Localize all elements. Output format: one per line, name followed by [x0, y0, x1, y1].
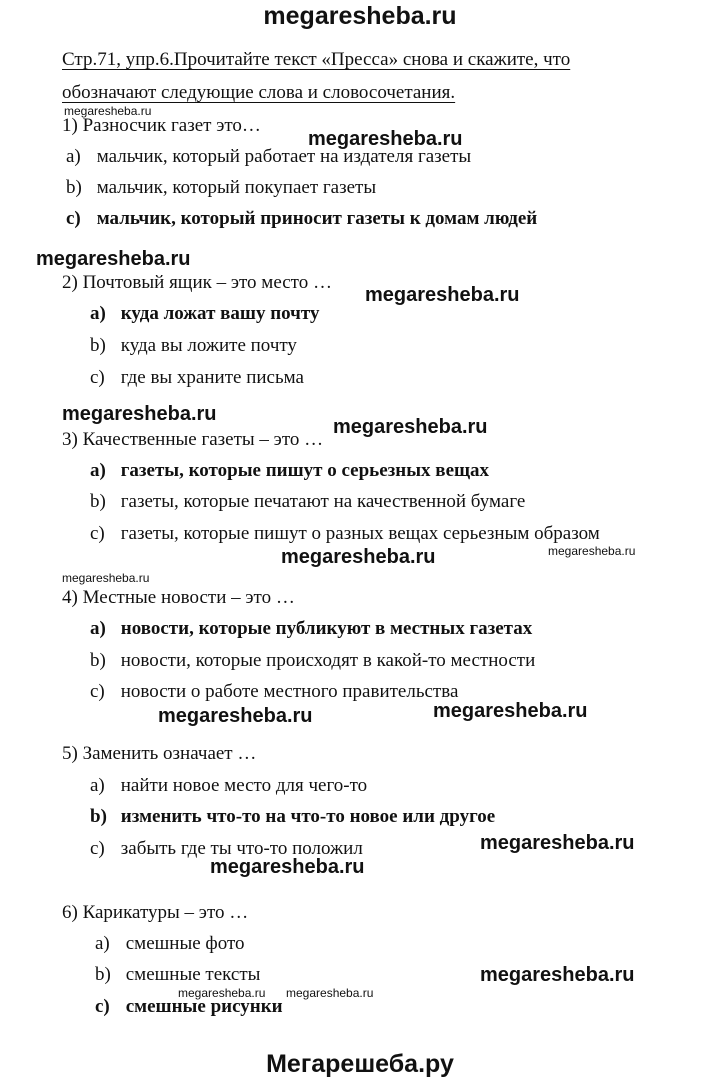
option-letter: b)	[90, 650, 106, 671]
option-text: смешные рисунки	[125, 996, 283, 1017]
option-letter: c)	[90, 838, 105, 859]
watermark: megaresheba.ru	[210, 856, 365, 878]
q4-option-c	[90, 681, 458, 703]
q3-option-c	[90, 523, 600, 545]
watermark: megaresheba.ru	[62, 403, 217, 425]
question-text: Карикатуры – это …	[82, 902, 249, 923]
watermark: megaresheba.ru	[365, 284, 520, 306]
q3-option-b	[90, 491, 525, 513]
option-letter: c)	[95, 996, 110, 1017]
option-letter: b)	[90, 335, 106, 356]
question-number: 2)	[62, 272, 78, 293]
option-letter: b)	[90, 806, 107, 827]
option-text: смешные фото	[125, 933, 245, 954]
option-text: где вы храните письма	[120, 367, 304, 388]
q4-option-b	[90, 650, 535, 672]
q3-option-a-correct	[90, 460, 489, 482]
option-text: газеты, которые печатают на качественной бумаге	[120, 491, 526, 512]
option-letter: a)	[90, 460, 106, 481]
q6-option-a	[95, 933, 245, 955]
q6-option-b	[95, 964, 260, 986]
watermark: megaresheba.ru	[308, 128, 463, 150]
option-text: газеты, которые пишут о серьезных вещах	[120, 460, 490, 481]
question-text: Разносчик газет это…	[82, 115, 261, 136]
question-text: Почтовый ящик – это место …	[82, 272, 332, 293]
q2-option-a-correct	[90, 303, 319, 325]
q2-option-c	[90, 367, 304, 389]
option-letter: c)	[90, 367, 105, 388]
watermark-small: megaresheba.ru	[286, 986, 374, 1000]
question-text: Заменить означает …	[82, 743, 257, 764]
option-letter: a)	[90, 775, 105, 796]
option-text: новости о работе местного правительства	[120, 681, 459, 702]
option-text: изменить что-то на что-то новое или другое	[120, 806, 496, 827]
q5-option-b-correct	[90, 806, 495, 828]
question-4	[62, 587, 295, 609]
watermark-small: megaresheba.ru	[64, 104, 152, 118]
option-letter: a)	[90, 618, 106, 639]
option-text: смешные тексты	[125, 964, 261, 985]
q1-option-c-correct	[66, 208, 537, 230]
question-5	[62, 743, 256, 765]
q1-option-b	[66, 177, 376, 199]
option-letter: c)	[90, 681, 105, 702]
option-text: новости, которые происходят в какой-то местности	[120, 650, 536, 671]
site-footer[interactable]: Мегарешеба.ру	[266, 1050, 454, 1078]
question-number: 3)	[62, 429, 78, 450]
watermark: megaresheba.ru	[480, 832, 635, 854]
watermark-small: megaresheba.ru	[548, 544, 636, 558]
question-6	[62, 902, 248, 924]
option-letter: a)	[66, 146, 81, 167]
watermark: megaresheba.ru	[36, 248, 191, 270]
option-text: новости, которые публикуют в местных газетах	[120, 618, 533, 639]
option-text: найти новое место для чего-то	[120, 775, 368, 796]
site-header[interactable]: megaresheba.ru	[263, 2, 457, 30]
watermark: megaresheba.ru	[333, 416, 488, 438]
option-letter: a)	[90, 303, 106, 324]
option-letter: c)	[66, 208, 81, 229]
question-1	[62, 115, 261, 137]
task-title-line-2: обозначают следующие слова и словосочетания.	[62, 82, 456, 103]
option-letter: c)	[90, 523, 105, 544]
question-text: Качественные газеты – это …	[82, 429, 324, 450]
watermark: megaresheba.ru	[281, 546, 436, 568]
question-number: 6)	[62, 902, 78, 923]
option-text: куда вы ложите почту	[120, 335, 297, 356]
option-text: мальчик, который покупает газеты	[96, 177, 377, 198]
watermark-small: megaresheba.ru	[62, 571, 150, 585]
option-text: куда ложат вашу почту	[120, 303, 320, 324]
option-text: забыть где ты что-то положил	[120, 838, 363, 859]
watermark: megaresheba.ru	[480, 964, 635, 986]
option-letter: b)	[95, 964, 111, 985]
option-text: мальчик, который работает на издателя газеты	[96, 146, 472, 167]
option-letter: b)	[66, 177, 82, 198]
watermark: megaresheba.ru	[433, 700, 588, 722]
option-text: мальчик, который приносит газеты к домам людей	[96, 208, 538, 229]
watermark: megaresheba.ru	[158, 705, 313, 727]
task-title-line-1: Стр.71, упр.6.Прочитайте текст «Пресса» снова и скажите, что	[62, 49, 571, 70]
q4-option-a-correct	[90, 618, 532, 640]
question-number: 1)	[62, 115, 78, 136]
option-text: газеты, которые пишут о разных вещах серьезным образом	[120, 523, 600, 544]
question-number: 4)	[62, 587, 78, 608]
option-letter: a)	[95, 933, 110, 954]
watermark-small: megaresheba.ru	[178, 986, 266, 1000]
q5-option-a	[90, 775, 367, 797]
question-2	[62, 272, 332, 294]
option-letter: b)	[90, 491, 106, 512]
question-number: 5)	[62, 743, 78, 764]
question-3	[62, 429, 323, 451]
q2-option-b	[90, 335, 297, 357]
question-text: Местные новости – это …	[82, 587, 295, 608]
